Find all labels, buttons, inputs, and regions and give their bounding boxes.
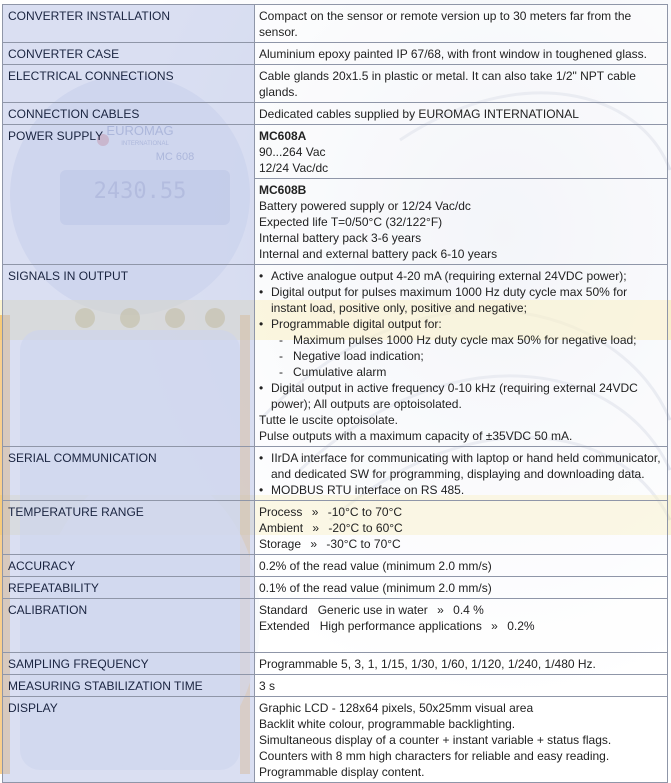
row-value: Aluminium epoxy painted IP 67/68, with front window in toughened glass.: [255, 43, 668, 65]
calibration-desc: Generic use in water: [317, 603, 428, 617]
row-label: CONNECTION CABLES: [3, 103, 255, 125]
table-row: [3, 65, 668, 103]
temperature-value: -10°C to 70°C: [327, 505, 403, 519]
row-value: Compact on the sensor or remote version up to 30 meters far from the sensor.: [255, 5, 668, 43]
power-supply-b-title: MC608B: [259, 183, 307, 197]
calibration-val: 0.2%: [507, 619, 535, 633]
table-row: [3, 675, 668, 697]
list-item: • Programmable digital output for:: [271, 316, 663, 332]
row-label: MEASURING STABILIZATION TIME: [3, 675, 255, 697]
row-label: REPEATABILITY: [3, 577, 255, 599]
list-item: • Digital output for pulses maximum 1000 Hz duty cycle max 50% for instant load, positive only, positive and negative;: [271, 284, 663, 316]
temperature-name: Process: [259, 505, 303, 519]
display-line: Counters with 8 mm high characters for reliable and easy reading.: [259, 749, 610, 763]
table-row: [3, 555, 668, 577]
calibration-name: Standard: [259, 603, 308, 617]
table-row: [3, 103, 668, 125]
power-supply-b-line: Expected life T=0/50°C (32/122°F): [259, 215, 443, 229]
temperature-name: Storage: [259, 537, 302, 551]
row-value: Dedicated cables supplied by EUROMAG INTERNATIONAL: [255, 103, 668, 125]
display-line: Backlit white colour, programmable backlighting.: [259, 717, 516, 731]
row-value: Programmable 5, 3, 1, 1/15, 1/30, 1/60, 1/120, 1/240, 1/480 Hz.: [255, 653, 668, 675]
list-item: • Digital output in active frequency 0-10 kHz (requiring external 24VDC power); All outputs are optoisolated.: [271, 380, 663, 412]
table-row: [3, 501, 668, 555]
list-item: • MODBUS RTU interface on RS 485.: [271, 482, 663, 498]
table-row: [3, 577, 668, 599]
table-row: [3, 653, 668, 675]
table-row: [3, 599, 668, 653]
power-supply-b: [255, 179, 668, 265]
calibration-item: [259, 618, 663, 634]
signals-note: Tutte le uscite optoisolate.: [259, 413, 398, 427]
calibration-value: [255, 599, 668, 653]
temperature-item: [259, 520, 663, 536]
separator: »: [312, 521, 320, 535]
signals-in-output-value: [255, 265, 668, 447]
row-label: CONVERTER CASE: [3, 43, 255, 65]
power-supply-b-line: Internal battery pack 3-6 years: [259, 231, 422, 245]
power-supply-b-line: Internal and external battery pack 6-10 years: [259, 247, 498, 261]
row-label: CALIBRATION: [3, 599, 255, 653]
sub-list-item: - Negative load indication;: [293, 348, 663, 364]
row-label: TEMPERATURE RANGE: [3, 501, 255, 555]
sub-list-item: - Maximum pulses 1000 Hz duty cycle max 50% for negative load;: [293, 332, 663, 348]
row-label: POWER SUPPLY: [3, 125, 255, 265]
temperature-value: -20°C to 60°C: [328, 521, 403, 535]
separator: »: [310, 537, 318, 551]
display-value: [255, 697, 668, 783]
calibration-item: [259, 602, 663, 618]
list-item: • Active analogue output 4-20 mA (requiring external 24VDC power);: [271, 268, 663, 284]
calibration-name: Extended: [259, 619, 310, 633]
row-label: ACCURACY: [3, 555, 255, 577]
display-line: Graphic LCD - 128x64 pixels, 50x25mm visual area: [259, 701, 534, 715]
calibration-val: 0.4 %: [453, 603, 484, 617]
row-label: ELECTRICAL CONNECTIONS: [3, 65, 255, 103]
signals-note: Pulse outputs with a maximum capacity of ±35VDC 50 mA.: [259, 429, 573, 443]
list-item: • IIrDA interface for communicating with laptop or hand held communicator, and dedicated SW for programming, displaying and downloading data.: [271, 450, 663, 482]
row-value: 0.1% of the read value (minimum 2.0 mm/s): [255, 577, 668, 599]
row-label: SERIAL COMMUNICATION: [3, 447, 255, 501]
temperature-item: [259, 504, 663, 520]
sub-list-item: - Cumulative alarm: [293, 364, 663, 380]
row-value: Cable glands 20x1.5 in plastic or metal. It can also take 1/2" NPT cable glands.: [255, 65, 668, 103]
display-line: Simultaneous display of a counter + instant variable + status flags.: [259, 733, 612, 747]
power-supply-b-line: Battery powered supply or 12/24 Vac/dc: [259, 199, 471, 213]
table-row: [3, 125, 668, 179]
temperature-range-value: [255, 501, 668, 555]
row-label: SAMPLING FREQUENCY: [3, 653, 255, 675]
table-row: [3, 447, 668, 501]
separator: »: [437, 603, 444, 617]
separator: »: [311, 505, 319, 519]
power-supply-a-line: 12/24 Vac/dc: [259, 161, 329, 175]
temperature-name: Ambient: [259, 521, 304, 535]
serial-communication-value: [255, 447, 668, 501]
table-row: [3, 697, 668, 783]
row-value: 0.2% of the read value (minimum 2.0 mm/s): [255, 555, 668, 577]
table-row: [3, 265, 668, 447]
table-row: [3, 5, 668, 43]
display-line: Programmable display content.: [259, 765, 425, 779]
specifications-table: [2, 4, 668, 783]
calibration-desc: High performance applications: [319, 619, 482, 633]
power-supply-a-line: 90...264 Vac: [259, 145, 326, 159]
table-row: [3, 43, 668, 65]
row-value: 3 s: [255, 675, 668, 697]
temperature-value: -30°C to 70°C: [326, 537, 401, 551]
row-label: CONVERTER INSTALLATION: [3, 5, 255, 43]
power-supply-a: [255, 125, 668, 179]
power-supply-a-title: MC608A: [259, 129, 307, 143]
row-label: DISPLAY: [3, 697, 255, 783]
separator: »: [491, 619, 498, 633]
row-label: SIGNALS IN OUTPUT: [3, 265, 255, 447]
temperature-item: [259, 536, 663, 552]
